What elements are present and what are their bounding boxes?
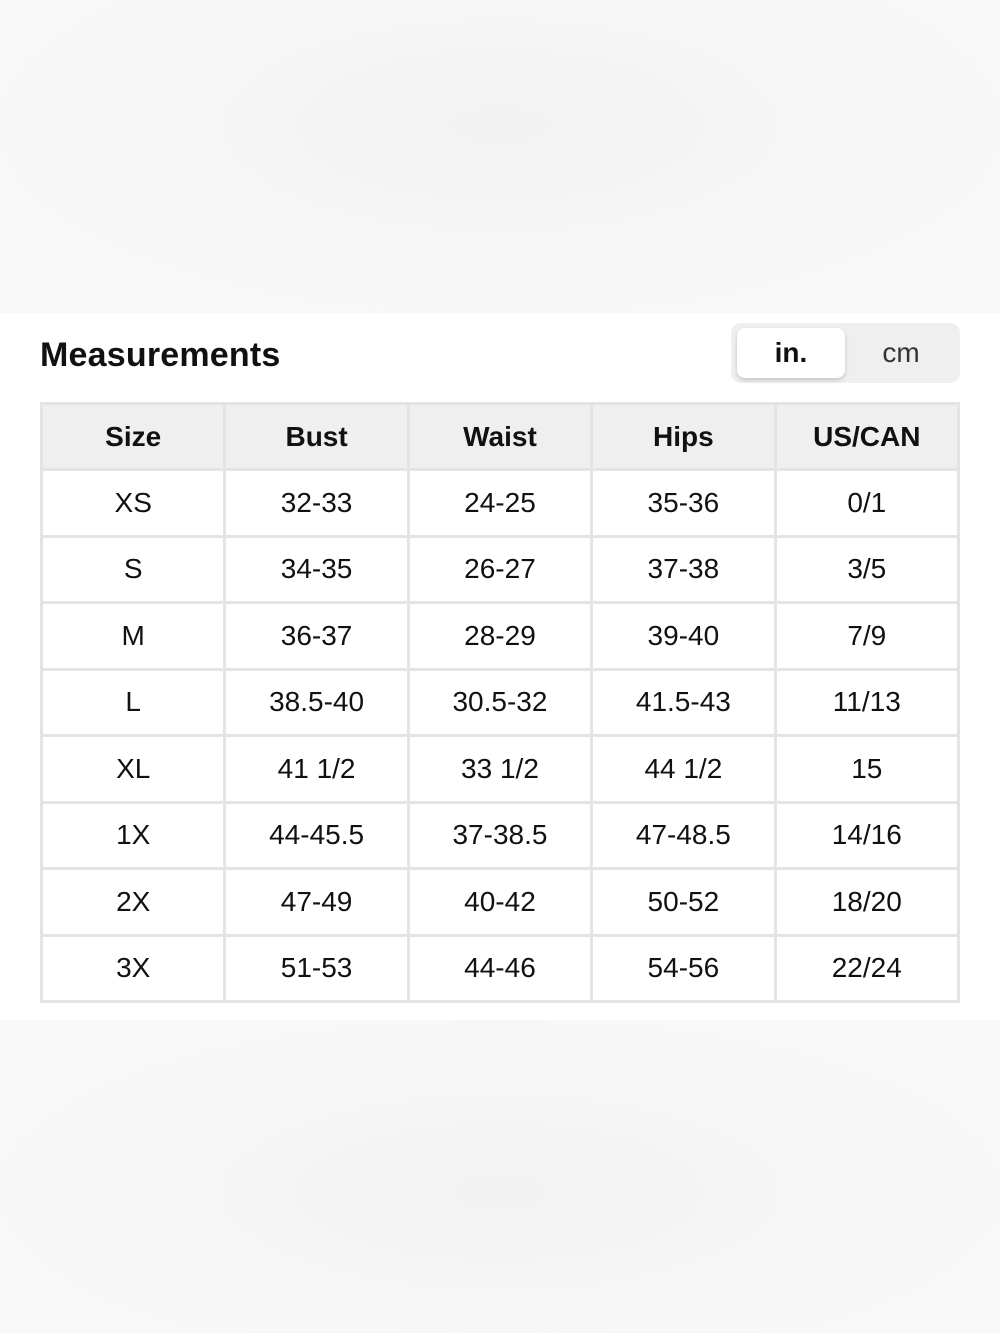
- table-row: [42, 536, 959, 603]
- cell-bust: 44-45.5: [225, 802, 408, 869]
- header-hips: Hips: [592, 404, 775, 470]
- cell-size: XS: [42, 470, 225, 537]
- size-chart: [40, 402, 960, 1020]
- cell-us-can: 7/9: [775, 603, 958, 670]
- unit-toggle[interactable]: [731, 323, 960, 383]
- header-waist: Waist: [408, 404, 591, 470]
- cell-bust: 47-49: [225, 869, 408, 936]
- cell-waist: 40-42: [408, 869, 591, 936]
- cell-bust: 34-35: [225, 536, 408, 603]
- header-us-can: US/CAN: [775, 404, 958, 470]
- cell-waist: 28-29: [408, 603, 591, 670]
- cell-us-can: 14/16: [775, 802, 958, 869]
- table-row: [42, 736, 959, 803]
- size-table: [40, 402, 960, 1003]
- table-row: [42, 669, 959, 736]
- cell-size: 2X: [42, 869, 225, 936]
- cell-hips: 47-48.5: [592, 802, 775, 869]
- header-size: Size: [42, 404, 225, 470]
- cell-us-can: 11/13: [775, 669, 958, 736]
- cell-waist: 33 1/2: [408, 736, 591, 803]
- cell-us-can: 3/5: [775, 536, 958, 603]
- cell-size: XL: [42, 736, 225, 803]
- table-row: [42, 935, 959, 1002]
- page-title: Measurements: [40, 336, 281, 374]
- cell-bust: 41 1/2: [225, 736, 408, 803]
- header-bust: Bust: [225, 404, 408, 470]
- cell-us-can: 22/24: [775, 935, 958, 1002]
- cell-hips: 44 1/2: [592, 736, 775, 803]
- cell-size: 3X: [42, 935, 225, 1002]
- cell-us-can: 0/1: [775, 470, 958, 537]
- background-bottom: [0, 1020, 1000, 1333]
- cell-hips: 41.5-43: [592, 669, 775, 736]
- cell-us-can: 18/20: [775, 869, 958, 936]
- cell-waist: 30.5-32: [408, 669, 591, 736]
- unit-option-inches[interactable]: in.: [737, 328, 845, 378]
- cell-hips: 37-38: [592, 536, 775, 603]
- cell-size: M: [42, 603, 225, 670]
- cell-waist: 26-27: [408, 536, 591, 603]
- cell-hips: 50-52: [592, 869, 775, 936]
- table-row: [42, 802, 959, 869]
- cell-hips: 35-36: [592, 470, 775, 537]
- table-header-row: [42, 404, 959, 470]
- background-top: [0, 0, 1000, 313]
- table-body: [42, 470, 959, 1002]
- cell-bust: 51-53: [225, 935, 408, 1002]
- cell-hips: 54-56: [592, 935, 775, 1002]
- cell-hips: 39-40: [592, 603, 775, 670]
- cell-size: 1X: [42, 802, 225, 869]
- cell-size: S: [42, 536, 225, 603]
- cell-waist: 37-38.5: [408, 802, 591, 869]
- unit-option-cm[interactable]: cm: [882, 337, 920, 368]
- table-row: [42, 603, 959, 670]
- table-row: [42, 470, 959, 537]
- cell-us-can: 15: [775, 736, 958, 803]
- cell-bust: 38.5-40: [225, 669, 408, 736]
- cell-size: L: [42, 669, 225, 736]
- cell-bust: 32-33: [225, 470, 408, 537]
- cell-waist: 44-46: [408, 935, 591, 1002]
- cell-waist: 24-25: [408, 470, 591, 537]
- table-row: [42, 869, 959, 936]
- cell-bust: 36-37: [225, 603, 408, 670]
